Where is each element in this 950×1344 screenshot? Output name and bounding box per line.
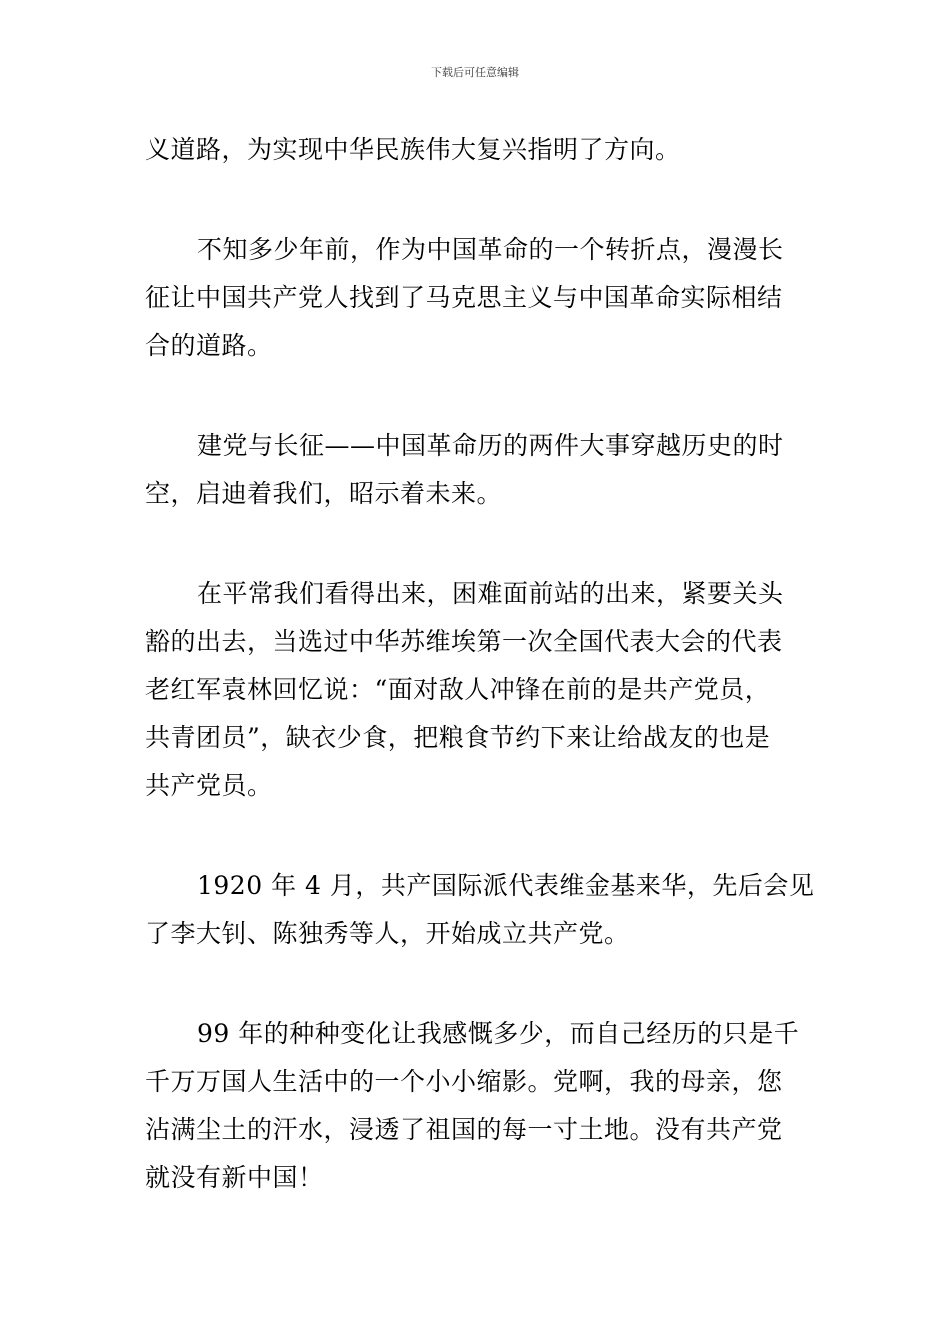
text-line: 99 年的种种变化让我感慨多少，而自己经历的只是千 [197,1019,800,1048]
text-line: 沾满尘土的汗水，浸透了祖国的每一寸土地。没有共产党 [145,1115,783,1144]
paragraph-gap [145,958,810,1010]
text-line: 空，启迪着我们，昭示着未来。 [145,479,503,508]
text-line: 老红军袁林回忆说：“面对敌人冲锋在前的是共产党员， [145,675,771,704]
paragraph-gap [145,370,810,422]
paragraph-gap [145,810,810,862]
text-line: 不知多少年前，作为中国革命的一个转折点，漫漫长 [197,235,784,264]
text-line: 建党与长征——中国革命历的两件大事穿越历史的时 [197,431,784,460]
text-line: 征让中国共产党人找到了马克思主义与中国革命实际相结 [145,283,783,312]
text-line: 就没有新中国！ [145,1163,324,1192]
text-line: 在平常我们看得出来，困难面前站的出来，紧要关头 [197,579,784,608]
paragraph [145,422,810,518]
page-header: 下载后可任意编辑 [431,66,519,79]
text-line: 义道路，为实现中华民族伟大复兴指明了方向。 [145,135,681,164]
paragraph-gap [145,174,810,226]
text-line: 了李大钊、陈独秀等人，开始成立共产党。 [145,919,630,948]
paragraph [145,126,810,174]
paragraph [145,862,815,958]
text-line: 合的道路。 [145,331,273,360]
text-line: 共青团员”，缺衣少食，把粮食节约下来让给战友的也是 [145,723,771,752]
document-body [145,126,815,1202]
text-line: 共产党员。 [145,771,273,800]
paragraph [145,1010,810,1202]
paragraph-gap [145,518,810,570]
paragraph [145,570,810,810]
text-line: 千万万国人生活中的一个小小缩影。党啊，我的母亲，您 [145,1067,783,1096]
paragraph [145,226,810,370]
text-line: 1920 年 4 月，共产国际派代表维金基来华，先后会见 [197,871,815,900]
text-line: 豁的出去，当选过中华苏维埃第一次全国代表大会的代表 [145,627,783,656]
